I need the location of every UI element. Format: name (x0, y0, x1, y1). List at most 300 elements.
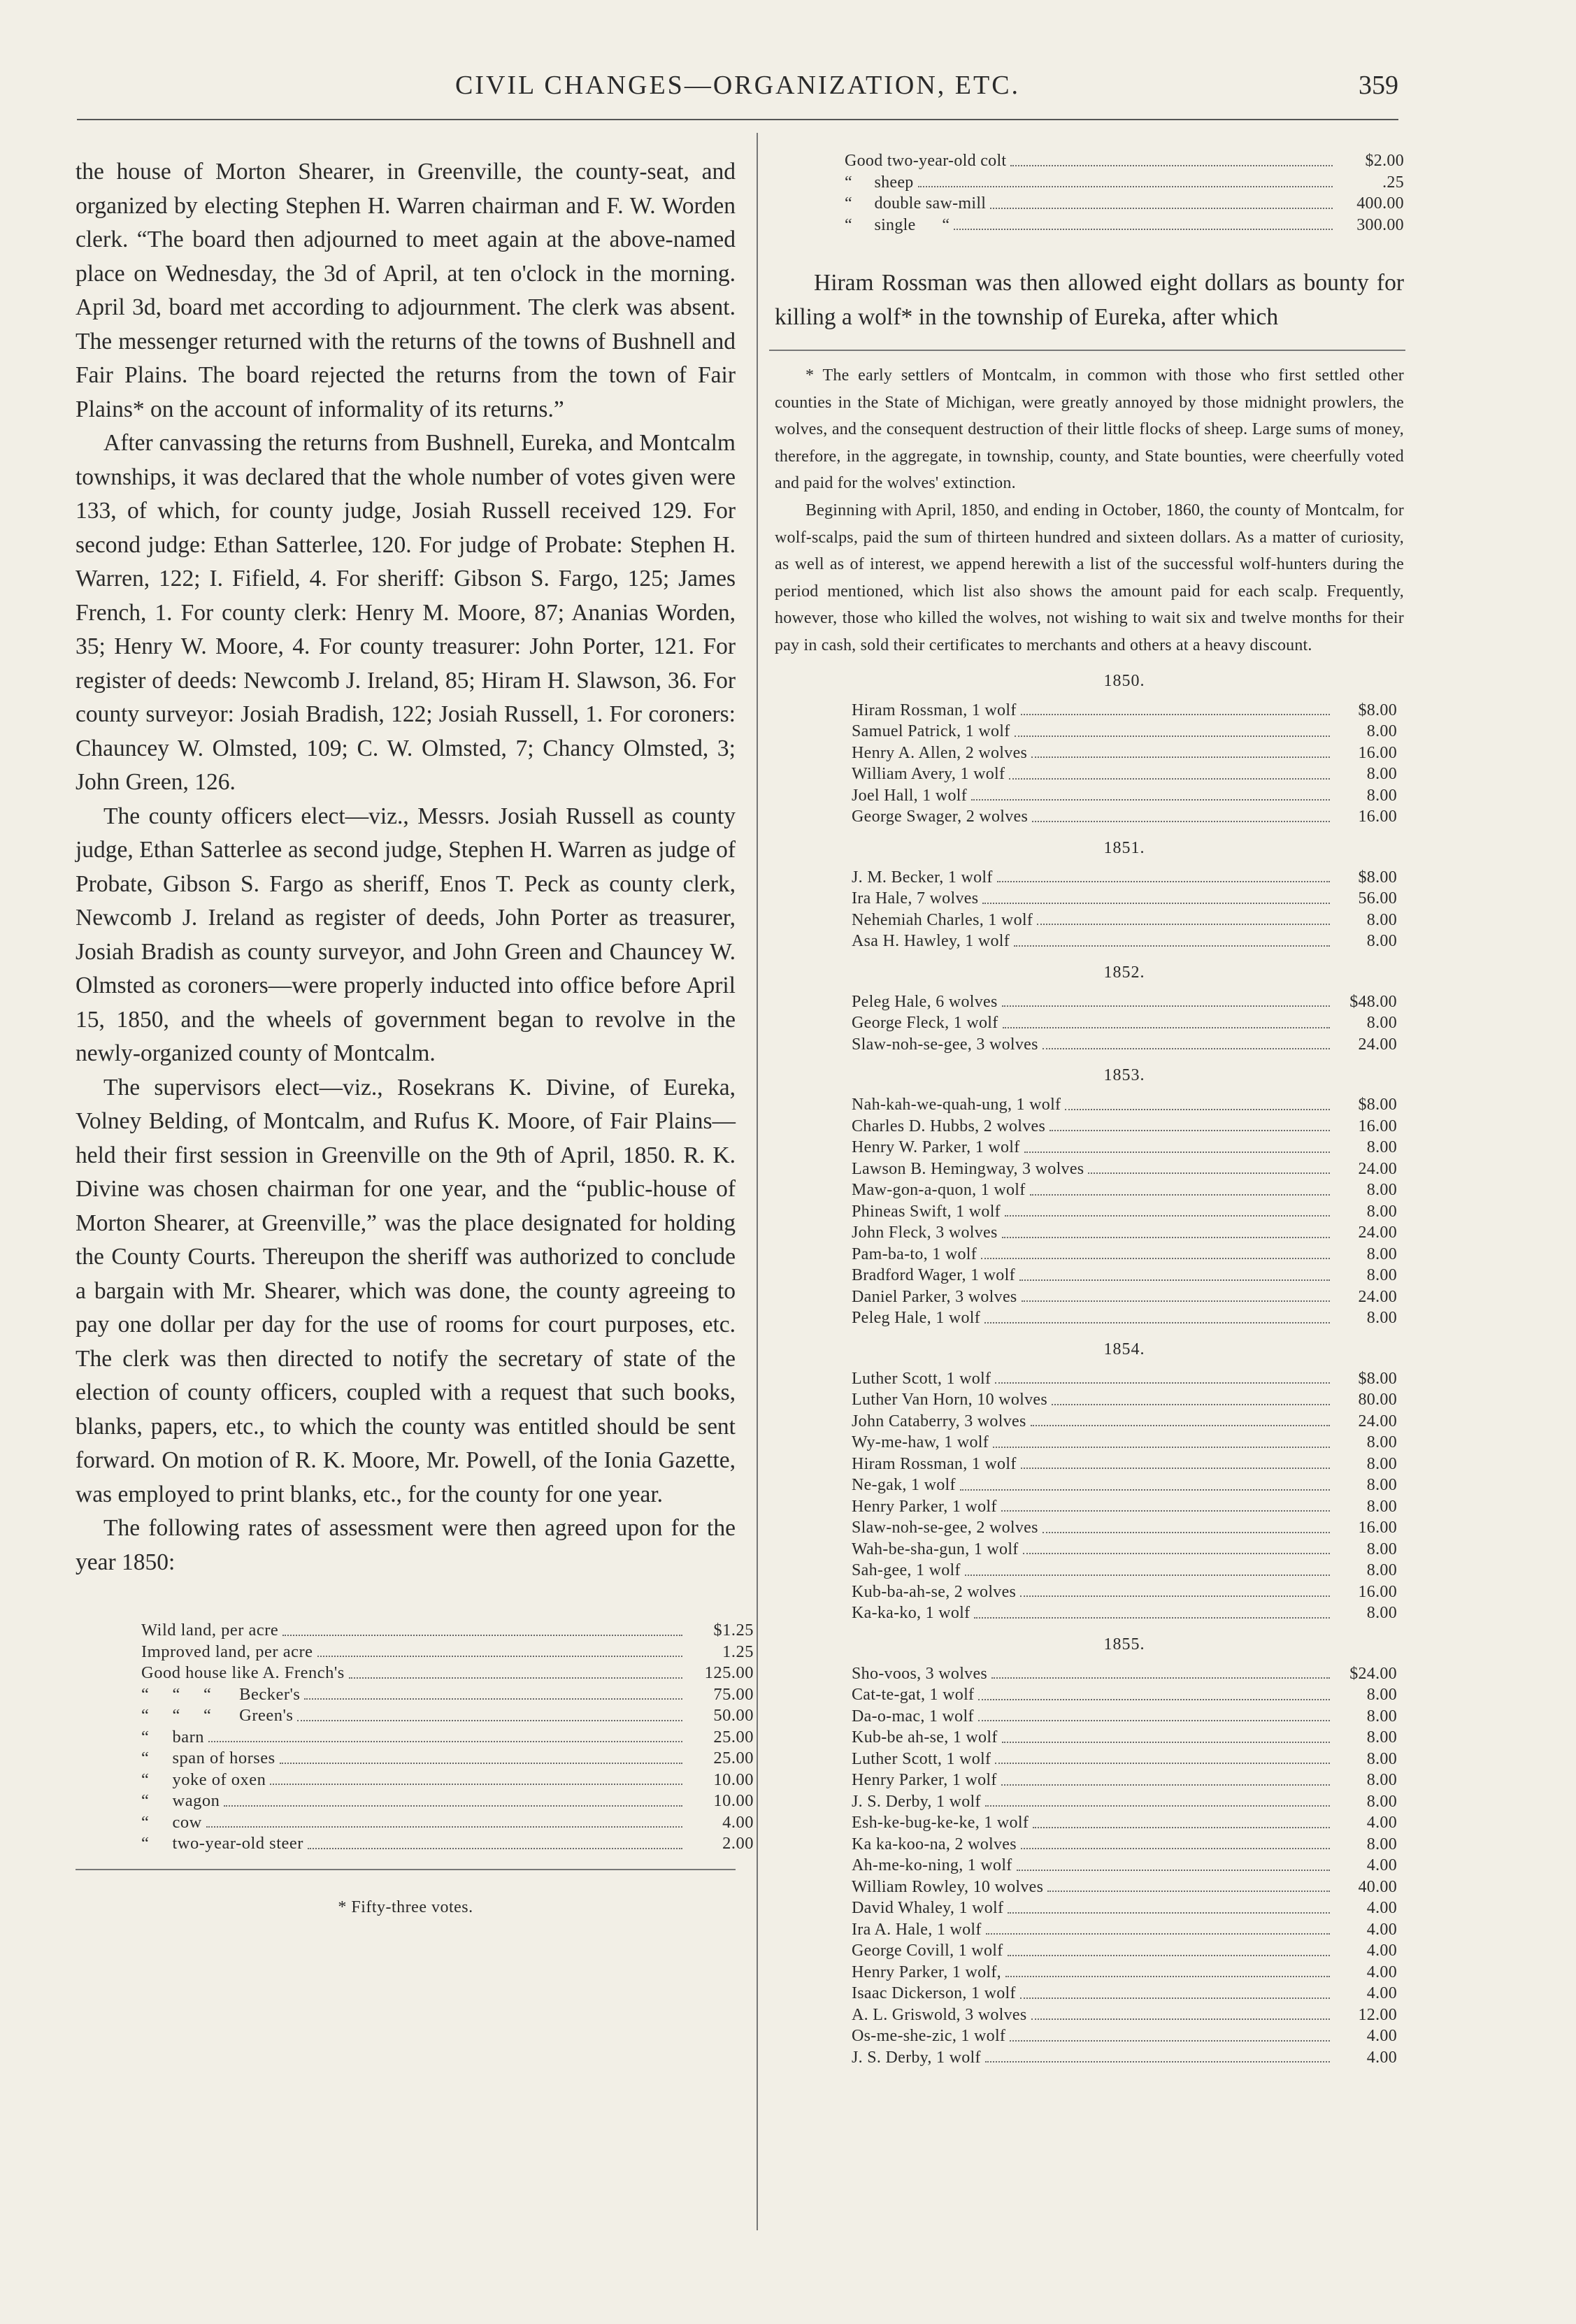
bounty-row (852, 700, 1397, 722)
paragraph: The supervisors elect—viz., Rosekrans K. Divine, of Eureka, Volney Belding, of Montcalm, and Rufus K. Moore, of Fair Plains—held their first session in Greenville on the 9th of April, 1850. R. K. Divine was chosen chairman for one year, and the “public-house of Morton Shearer, at Greenville,” was the place designated for holding the County Courts. Thereupon the sheriff was authorized to conclude a bargain with Mr. Shearer, which was done, the county agreeing to pay one dollar per day for the use of rooms for court purposes, etc. The clerk was then directed to notify the secretary of state of the election of county officers, coupled with a request that such books, blanks, papers, etc., to which the county was entitled should be sent forward. On motion of R. K. Moore, Mr. Powell, of the Ionia Gazette, was employed to print blanks, etc., for the county for one year. (76, 1074, 736, 1507)
bounty-row (852, 1663, 1397, 1685)
hunter-name: Henry Parker, 1 wolf (852, 1497, 997, 1516)
rate-label: “ span of horses (141, 1749, 275, 1767)
rate-row (141, 1812, 754, 1834)
left-column (76, 155, 754, 1917)
bounty-row (852, 931, 1397, 952)
hunter-name: Sho-voos, 3 wolves (852, 1664, 988, 1683)
paragraph: the house of Morton Shearer, in Greenville, the county-seat, and organized by electing Stephen H. Warren chairman and F. W. Worden clerk. “The board then adjourned to meet again at the above-named place on Wednesday, the 3d of April, at ten o'clock in the morning. April 3d, board met according to adjournment. The clerk was absent. The messenger returned with the returns of the towns of Bushnell and Fair Plains. The board rejected the returns from the town of Fair Plains* on the account of informality of its returns.” (76, 159, 736, 422)
hunter-name: Peleg Hale, 1 wolf (852, 1309, 981, 1328)
hunter-name: George Covill, 1 wolf (852, 1942, 1003, 1960)
leader-dots (1023, 1539, 1330, 1555)
bounty-amount: 40.00 (1358, 1877, 1397, 1896)
bounty-amount: 4.00 (1366, 2027, 1397, 2046)
bounty-row (852, 1581, 1397, 1603)
leader-dots (1002, 991, 1330, 1007)
bounty-row (852, 1432, 1397, 1454)
bounty-amount: 8.00 (1366, 1749, 1397, 1768)
bounty-amount: 24.00 (1358, 1035, 1397, 1054)
rate-value: 300.00 (1356, 215, 1404, 234)
bounty-row (852, 1012, 1397, 1034)
footnote-paragraph: Beginning with April, 1850, and ending in October, 1860, the county of Montcalm, for wolf-scalps, paid the sum of thirteen hundred and sixteen dollars. As a matter of curiosity, as well as of interest, we append herewith a list of the successful wolf-hunters during the period mentioned, which list also shows the amount paid for each scalp. Frequently, however, those who killed the wolves, not wishing to wait six and twelve months for their pay in cash, sold their certificates to merchants and others at a heavy discount. (775, 501, 1404, 654)
rate-value: 4.00 (722, 1812, 754, 1832)
hunter-name: Daniel Parker, 3 wolves (852, 1287, 1017, 1306)
bounty-amount: 8.00 (1366, 1245, 1397, 1263)
rate-label: Improved land, per acre (141, 1642, 313, 1661)
leader-dots (1031, 1411, 1330, 1427)
bounty-amount: 8.00 (1366, 1561, 1397, 1580)
bounty-amount: 8.00 (1366, 1497, 1397, 1516)
leader-dots (978, 1706, 1330, 1722)
leader-dots (1033, 1812, 1330, 1828)
rate-value: 75.00 (713, 1684, 754, 1704)
bounty-row (852, 1560, 1397, 1581)
hunter-name: Asa H. Hawley, 1 wolf (852, 932, 1010, 951)
hunter-name: Henry W. Parker, 1 wolf (852, 1138, 1020, 1157)
hunter-name: Hiram Rossman, 1 wolf (852, 701, 1017, 719)
hunter-name: Hiram Rossman, 1 wolf (852, 1454, 1017, 1473)
leader-dots (1009, 763, 1330, 780)
bounty-amount: 8.00 (1366, 1454, 1397, 1473)
bounty-amount: $8.00 (1358, 1369, 1397, 1388)
leader-dots (1021, 1834, 1330, 1850)
running-title: CIVIL CHANGES—ORGANIZATION, ETC. (454, 71, 1021, 100)
bounty-amount: 8.00 (1366, 1014, 1397, 1033)
hunter-name: Peleg Hale, 6 wolves (852, 992, 998, 1011)
hunter-name: J. M. Becker, 1 wolf (852, 868, 993, 887)
bounty-row (852, 785, 1397, 807)
leader-dots (208, 1727, 682, 1743)
leader-dots (993, 1432, 1330, 1448)
hunter-name: John Fleck, 3 wolves (852, 1224, 998, 1242)
bounty-row (852, 1919, 1397, 1941)
bounty-row (852, 806, 1397, 828)
rate-row (141, 1684, 754, 1706)
bounty-row (852, 1159, 1397, 1180)
leader-dots (280, 1748, 682, 1764)
bounty-row (852, 2025, 1397, 2047)
rate-row (845, 172, 1404, 194)
bounty-row (852, 991, 1397, 1013)
bounty-amount: 8.00 (1366, 1540, 1397, 1558)
leader-dots (918, 172, 1333, 188)
hunter-name: Slaw-noh-se-gee, 2 wolves (852, 1519, 1038, 1537)
year-heading: 1852. (1103, 963, 1145, 982)
bounty-amount: 4.00 (1366, 1963, 1397, 1981)
leader-dots (1020, 1983, 1330, 1999)
footnote-rule (76, 1869, 736, 1870)
hunter-name: Kub-be ah-se, 1 wolf (852, 1728, 998, 1747)
rate-value: 1.25 (722, 1642, 754, 1661)
hunter-name: Wy-me-haw, 1 wolf (852, 1433, 989, 1452)
bounty-row (852, 1791, 1397, 1813)
year-heading: 1855. (1103, 1635, 1145, 1654)
rate-row (141, 1833, 754, 1855)
bounty-amount: 24.00 (1358, 1159, 1397, 1178)
bounty-amount: 8.00 (1366, 1707, 1397, 1726)
bounty-amount: 24.00 (1358, 1412, 1397, 1430)
bounty-amount: 12.00 (1358, 2005, 1397, 2024)
bounty-amount: 8.00 (1366, 1202, 1397, 1221)
bounty-row (852, 888, 1397, 910)
leader-dots (224, 1791, 682, 1807)
hunter-name: Phineas Swift, 1 wolf (852, 1202, 1001, 1221)
bounty-row (852, 1855, 1397, 1877)
leader-dots (986, 1919, 1330, 1935)
bounty-row (852, 2047, 1397, 2069)
bounty-row (852, 1749, 1397, 1770)
leader-dots (1005, 1201, 1330, 1217)
rate-value: 25.00 (713, 1727, 754, 1746)
hunter-name: Henry Parker, 1 wolf (852, 1771, 997, 1790)
leader-dots (1017, 1855, 1330, 1871)
rate-value: 50.00 (713, 1706, 754, 1725)
bounty-amount: 8.00 (1366, 910, 1397, 929)
rate-label: “ double saw-mill (845, 194, 987, 213)
leader-dots (995, 1749, 1330, 1765)
bounty-row (852, 1265, 1397, 1286)
hunter-name: Lawson B. Hemingway, 3 wolves (852, 1159, 1084, 1178)
leader-dots (1001, 1770, 1330, 1786)
rate-row (141, 1748, 754, 1770)
rate-value: 125.00 (704, 1663, 754, 1682)
bounty-row (852, 1940, 1397, 1962)
bounty-amount: 4.00 (1366, 1984, 1397, 2003)
leader-dots (1050, 1116, 1330, 1132)
bounty-row (852, 1706, 1397, 1728)
hunter-name: Henry A. Allen, 2 wolves (852, 743, 1028, 762)
bounty-amount: $8.00 (1358, 1096, 1397, 1114)
bounty-amount: 8.00 (1366, 1771, 1397, 1790)
leader-dots (978, 1684, 1330, 1700)
rate-value: $2.00 (1365, 152, 1404, 170)
bounty-row (852, 1539, 1397, 1561)
bounty-row (852, 1116, 1397, 1138)
bounty-row (852, 1877, 1397, 1898)
hunter-name: George Fleck, 1 wolf (852, 1014, 998, 1033)
hunter-name: Ka ka-koo-na, 2 wolves (852, 1835, 1017, 1853)
bounty-row (852, 743, 1397, 764)
bounty-amount: 16.00 (1358, 743, 1397, 762)
leader-dots (1005, 1962, 1330, 1978)
bounty-row (852, 1602, 1397, 1624)
footnote-paragraph: * The early settlers of Montcalm, in common with those who first settled other counties in the State of Michigan, were greatly annoyed by those midnight prowlers, the wolves, and the consequent destruction of their little flocks of sheep. Large sums of money, therefore, in the aggregate, in township, county, and State bounties, were cheerfully voted and paid for the wolves' extinction. (775, 366, 1404, 493)
rate-label: Good two-year-old colt (845, 152, 1007, 170)
rate-label: “ two-year-old steer (141, 1834, 303, 1853)
leader-dots (1008, 1898, 1330, 1914)
bounty-row (852, 1834, 1397, 1856)
hunter-name: Samuel Patrick, 1 wolf (852, 722, 1010, 741)
hunter-name: Nah-kah-we-quah-ung, 1 wolf (852, 1096, 1061, 1114)
leader-dots (1002, 1222, 1330, 1238)
bounty-row (852, 867, 1397, 889)
leader-dots (1019, 1265, 1330, 1281)
rate-value: 10.00 (713, 1770, 754, 1789)
leader-dots (985, 2047, 1330, 2063)
leader-dots (1047, 1877, 1330, 1893)
hunter-name: Isaac Dickerson, 1 wolf (852, 1984, 1016, 2003)
leader-dots (1024, 1137, 1330, 1153)
bounty-row (852, 1034, 1397, 1056)
bounty-row (852, 763, 1397, 785)
rate-row (845, 215, 1404, 236)
bounty-row (852, 1962, 1397, 1984)
bounty-row (852, 1898, 1397, 1919)
hunter-name: William Avery, 1 wolf (852, 765, 1005, 784)
leader-dots (991, 1663, 1330, 1679)
bounty-amount: $8.00 (1358, 868, 1397, 887)
page-number: 359 (1359, 71, 1398, 100)
hunter-name: A. L. Griswold, 3 wolves (852, 2005, 1027, 2024)
bounty-row (852, 1222, 1397, 1244)
bounty-row (852, 1727, 1397, 1749)
bounty-amount: 8.00 (1366, 1728, 1397, 1747)
leader-dots (995, 1368, 1330, 1384)
bounty-amount: 8.00 (1366, 722, 1397, 741)
footnote-rule (769, 350, 1405, 351)
rate-row (141, 1620, 754, 1642)
leader-dots (308, 1833, 682, 1849)
hunter-name: Charles D. Hubbs, 2 wolves (852, 1117, 1046, 1135)
bounty-amount: 4.00 (1366, 1856, 1397, 1875)
rate-label: “ “ “ Becker's (141, 1684, 301, 1704)
hunter-name: Henry Parker, 1 wolf, (852, 1963, 1001, 1981)
bounty-amount: 8.00 (1366, 1266, 1397, 1285)
rate-row (141, 1663, 754, 1684)
rate-label: “ barn (141, 1727, 205, 1746)
hunter-name: Luther Scott, 1 wolf (852, 1369, 991, 1388)
bounty-amount: 8.00 (1366, 1476, 1397, 1495)
bounty-row (852, 1454, 1397, 1475)
bounty-amount: 8.00 (1366, 1686, 1397, 1705)
bounty-row (852, 2004, 1397, 2026)
bounty-amount: 4.00 (1366, 1899, 1397, 1918)
rate-value: 25.00 (713, 1749, 754, 1767)
hunter-name: Kub-ba-ah-se, 2 wolves (852, 1582, 1017, 1601)
bounty-row (852, 1137, 1397, 1159)
leader-dots (1021, 700, 1330, 716)
column-divider (757, 133, 758, 2230)
leader-dots (1032, 806, 1330, 822)
leader-dots (1014, 931, 1330, 947)
bounty-row (852, 910, 1397, 931)
hunter-name: Ira A. Hale, 1 wolf (852, 1920, 982, 1939)
bounty-row (852, 1983, 1397, 2004)
rate-value: 2.00 (722, 1834, 754, 1853)
leader-dots (1010, 2025, 1330, 2042)
hunter-name: Ne-gak, 1 wolf (852, 1476, 956, 1495)
hunter-name: Slaw-noh-se-gee, 3 wolves (852, 1035, 1038, 1054)
bounty-row (852, 721, 1397, 743)
leader-dots (1020, 1581, 1330, 1598)
rate-row (141, 1705, 754, 1727)
bounty-amount: 8.00 (1366, 786, 1397, 805)
bounty-amount: 56.00 (1358, 889, 1397, 908)
leader-dots (297, 1705, 682, 1721)
leader-dots (1010, 150, 1333, 166)
rate-value: 10.00 (713, 1791, 754, 1810)
footnote: * Fifty-three votes. (338, 1898, 473, 1916)
rate-value: $1.25 (713, 1621, 754, 1640)
hunter-name: Pam-ba-to, 1 wolf (852, 1245, 977, 1263)
leader-dots (1052, 1389, 1330, 1405)
rate-label: “ single “ (845, 215, 950, 234)
bounty-amount: 16.00 (1358, 808, 1397, 826)
rate-label: “ sheep (845, 173, 914, 192)
rate-label: “ yoke of oxen (141, 1770, 266, 1789)
year-heading: 1850. (1103, 671, 1145, 690)
bounty-row (852, 1812, 1397, 1834)
hunter-name: Cat-te-gat, 1 wolf (852, 1686, 975, 1705)
leader-dots (270, 1770, 682, 1786)
hunter-name: Ka-ka-ko, 1 wolf (852, 1604, 970, 1623)
bounty-amount: $8.00 (1358, 701, 1397, 719)
hunter-name: Sah-gee, 1 wolf (852, 1561, 961, 1580)
hunter-name: Joel Hall, 1 wolf (852, 786, 968, 805)
leader-dots (960, 1475, 1330, 1491)
bounty-amount: 24.00 (1358, 1287, 1397, 1306)
leader-dots (1003, 1012, 1330, 1028)
hunter-name: Esh-ke-bug-ke-ke, 1 wolf (852, 1814, 1029, 1832)
bounty-amount: 4.00 (1366, 1920, 1397, 1939)
paragraph: Hiram Rossman was then allowed eight dollars as bounty for killing a wolf* in the township of Eureka, after which (775, 270, 1404, 330)
bounty-amount: 8.00 (1366, 1835, 1397, 1853)
leader-dots (206, 1812, 682, 1828)
leader-dots (1021, 1454, 1330, 1470)
assessment-rates-table (76, 1620, 754, 1855)
hunter-name: J. S. Derby, 1 wolf (852, 1792, 981, 1811)
leader-dots (1008, 1940, 1331, 1956)
rate-value: 400.00 (1356, 194, 1404, 213)
right-column (775, 150, 1404, 2068)
leader-dots (1002, 1727, 1330, 1743)
rate-row (141, 1727, 754, 1749)
leader-dots (349, 1663, 682, 1679)
rate-row (845, 150, 1404, 172)
bounty-amount: 8.00 (1366, 1181, 1397, 1200)
bounty-amount: 24.00 (1358, 1224, 1397, 1242)
leader-dots (317, 1642, 683, 1658)
hunter-name: Maw-gon-a-quon, 1 wolf (852, 1181, 1026, 1200)
bounty-row (852, 1684, 1397, 1706)
hunter-name: J. S. Derby, 1 wolf (852, 2048, 981, 2067)
year-heading: 1851. (1103, 838, 1145, 857)
leader-dots (1065, 1094, 1330, 1110)
rate-row (141, 1770, 754, 1791)
leader-dots (1022, 1286, 1330, 1303)
bounty-amount: 4.00 (1366, 1942, 1397, 1960)
paragraph: The county officers elect—viz., Messrs. Josiah Russell as county judge, Ethan Satterlee as second judge, Stephen H. Warren as judge of Probate, Gibson S. Fargo as sheriff, Enos T. Peck as county clerk, Newcomb J. Ireland as register of deeds, John Porter as treasurer, Josiah Bradish as county surveyor, and John Green and Chauncey W. Olmsted as coroners—were properly inducted into office before April 15, 1850, and the wheels of government began to revolve in the newly-organized county of Montcalm. (76, 803, 736, 1066)
bounty-amount: 4.00 (1366, 1814, 1397, 1832)
bounty-row (852, 1389, 1397, 1411)
rate-value: .25 (1382, 173, 1404, 192)
bounty-row (852, 1244, 1397, 1265)
leader-dots (954, 215, 1333, 231)
bounty-amount: 8.00 (1366, 1309, 1397, 1328)
year-heading: 1853. (1103, 1066, 1145, 1085)
bounty-amount: 8.00 (1366, 765, 1397, 784)
hunter-name: George Swager, 2 wolves (852, 808, 1029, 826)
bounty-amount: 8.00 (1366, 1604, 1397, 1623)
hunter-name: Nehemiah Charles, 1 wolf (852, 910, 1033, 929)
leader-dots (1031, 2004, 1330, 2021)
assessment-rates-continued (775, 150, 1404, 236)
bounty-amount: $24.00 (1349, 1664, 1397, 1683)
bounty-amount: 8.00 (1366, 1792, 1397, 1811)
leader-dots (1043, 1517, 1330, 1533)
rate-label: “ “ “ Green's (141, 1706, 294, 1725)
rate-label: “ wagon (141, 1791, 220, 1810)
rate-label: Good house like A. French's (141, 1663, 345, 1682)
rate-row (845, 193, 1404, 215)
hunter-name: Bradford Wager, 1 wolf (852, 1266, 1015, 1285)
page-header (77, 70, 1398, 120)
bounty-row (852, 1201, 1397, 1223)
bounty-amount: $48.00 (1349, 992, 1397, 1011)
bounty-amount: 4.00 (1366, 2048, 1397, 2067)
leader-dots (1001, 1496, 1330, 1512)
leader-dots (990, 193, 1333, 209)
hunter-name: Luther Scott, 1 wolf (852, 1749, 991, 1768)
leader-dots (974, 1602, 1330, 1619)
year-heading: 1854. (1103, 1340, 1145, 1358)
hunter-name: Ira Hale, 7 wolves (852, 889, 979, 908)
leader-dots (1037, 910, 1330, 926)
bounty-amount: 8.00 (1366, 1433, 1397, 1452)
bounty-row (852, 1179, 1397, 1201)
bounty-amount: 80.00 (1358, 1391, 1397, 1410)
bounty-row (852, 1307, 1397, 1329)
leader-dots (1031, 743, 1330, 759)
leader-dots (982, 888, 1330, 904)
bounty-row (852, 1770, 1397, 1791)
bounty-row (852, 1094, 1397, 1116)
leader-dots (965, 1560, 1330, 1576)
leader-dots (1015, 721, 1330, 737)
leader-dots (981, 1244, 1330, 1260)
paragraph: After canvassing the returns from Bushnell, Eureka, and Montcalm townships, it was declared that the whole number of votes given were 133, of which, for county judge, Josiah Russell received 129. For second judge: Ethan Satterlee, 120. For judge of Probate: Stephen H. Warren, 122; I. Fifield, 4. For sheriff: Gibson S. Fargo, 125; James French, 1. For county clerk: Henry M. Moore, 87; Ananias Worden, 35; Henry W. Moore, 4. For county treasurer: John Porter, 121. For register of deeds: Newcomb J. Ireland, 85; Hiram H. Slawson, 36. For county surveyor: Josiah Bradish, 122; Josiah Russell, 1. For coroners: Chauncey W. Olmsted, 109; C. W. Olmsted, 7; Chancy Olmsted, 3; John Green, 126. (76, 430, 736, 795)
rate-row (141, 1791, 754, 1812)
paragraph: The following rates of assessment were then agreed upon for the year 1850: (76, 1515, 736, 1575)
leader-dots (1043, 1034, 1330, 1050)
bounty-row (852, 1411, 1397, 1433)
leader-dots (282, 1620, 682, 1636)
hunter-name: Wah-be-sha-gun, 1 wolf (852, 1540, 1019, 1558)
hunter-name: Da-o-mac, 1 wolf (852, 1707, 974, 1726)
hunter-name: Luther Van Horn, 10 wolves (852, 1391, 1047, 1410)
hunter-name: William Rowley, 10 wolves (852, 1877, 1044, 1896)
bounty-row (852, 1368, 1397, 1390)
hunter-name: Os-me-she-zic, 1 wolf (852, 2027, 1006, 2046)
bounty-amount: 8.00 (1366, 932, 1397, 951)
bounty-row (852, 1475, 1397, 1496)
rate-label: “ cow (141, 1812, 202, 1832)
leader-dots (971, 785, 1330, 801)
bounty-row (852, 1517, 1397, 1539)
bounty-amount: 16.00 (1358, 1582, 1397, 1601)
leader-dots (985, 1791, 1330, 1807)
bounty-row (852, 1496, 1397, 1518)
hunter-name: John Cataberry, 3 wolves (852, 1412, 1026, 1430)
leader-dots (1030, 1179, 1330, 1196)
bounty-row (852, 1286, 1397, 1308)
bounty-amount: 8.00 (1366, 1138, 1397, 1157)
bounty-amount: 16.00 (1358, 1519, 1397, 1537)
rate-label: Wild land, per acre (141, 1621, 279, 1640)
rate-row (141, 1642, 754, 1663)
leader-dots (304, 1684, 682, 1700)
leader-dots (1088, 1159, 1330, 1175)
